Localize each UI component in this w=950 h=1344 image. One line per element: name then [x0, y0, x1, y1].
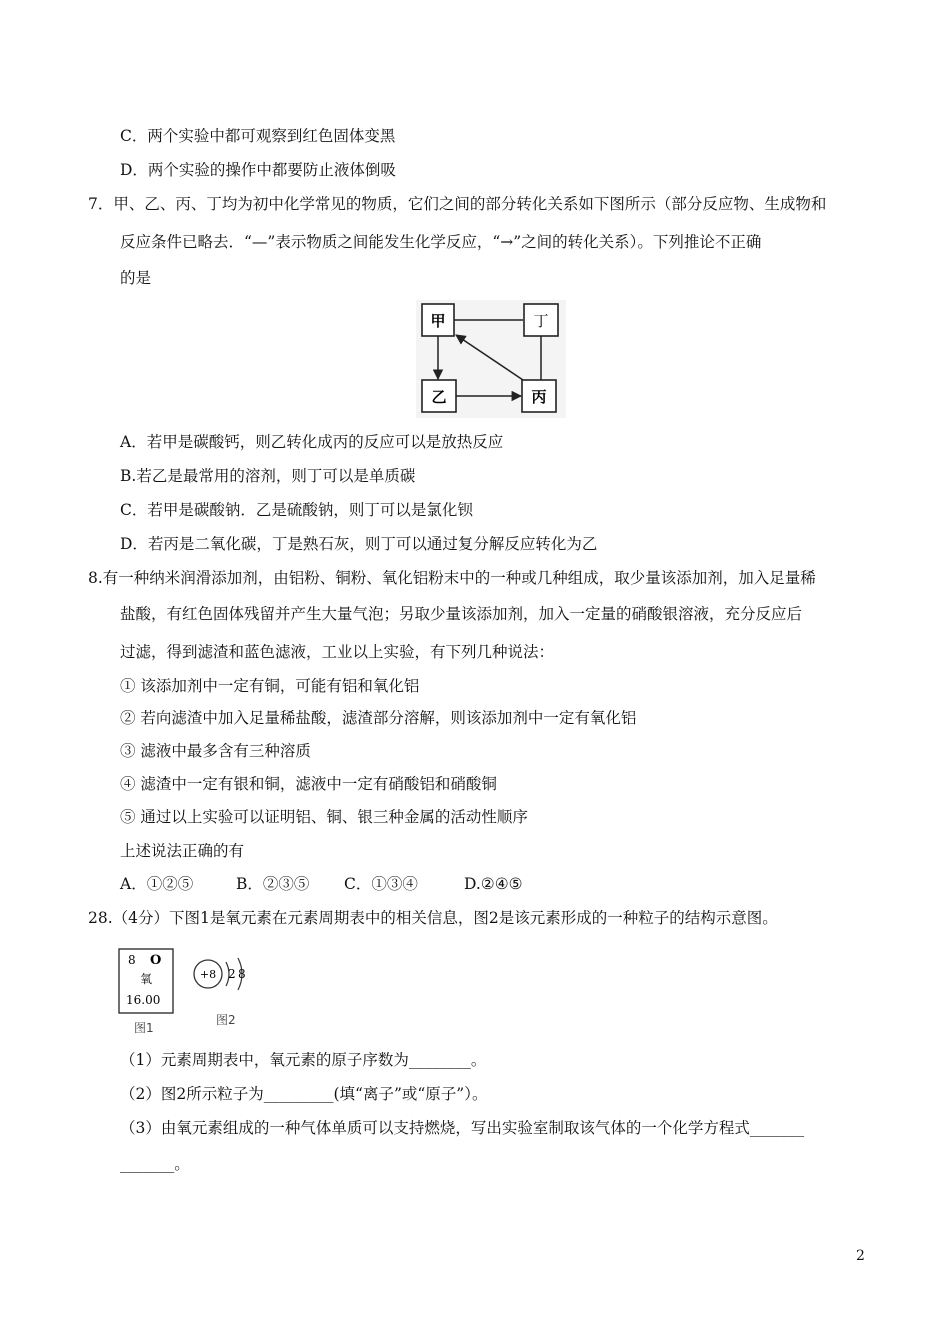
page-number: 2 — [856, 1248, 865, 1264]
q7-stem-line2: 反应条件已略去．“—”表示物质之间能发生化学反应，“→”之间的转化关系）。下列推论不正确 — [120, 233, 762, 251]
node-jia: 甲 — [430, 312, 446, 330]
shell-2-electrons: 8 — [238, 967, 246, 981]
node-yi: 乙 — [431, 388, 447, 406]
atomic-mass: 16.00 — [126, 993, 161, 1007]
q8-statement-3: ③ 滤液中最多含有三种溶质 — [120, 742, 311, 760]
figure-1-caption: 图1 — [134, 1021, 154, 1035]
q6-option-c: C．两个实验中都可观察到红色固体变黑 — [120, 127, 396, 145]
q28-part-3-continued: _______。 — [120, 1155, 190, 1173]
q8-statement-4: ④ 滤渣中一定有银和铜，滤液中一定有硝酸铝和硝酸铜 — [120, 775, 497, 793]
q28-stem: 28.（4分）下图1是氧元素在元素周期表中的相关信息，图2是该元素形成的一种粒子的结构示意图。 — [88, 909, 778, 927]
q8-statement-5: ⑤ 通过以上实验可以证明铝、铜、银三种金属的活动性顺序 — [120, 808, 528, 826]
node-ding: 丁 — [533, 312, 549, 330]
q8-statement-1: ① 该添加剂中一定有铜，可能有铝和氧化铝 — [120, 677, 420, 695]
q28-part-1: （1）元素周期表中，氧元素的原子序数为________。 — [120, 1051, 487, 1069]
q8-option-b: B．②③⑤ — [236, 875, 310, 893]
q28-part-3: （3）由氧元素组成的一种气体单质可以支持燃烧，写出实验室制取该气体的一个化学方程式_______ — [120, 1119, 805, 1137]
nucleus-charge: +8 — [199, 968, 217, 981]
element-symbol: O — [150, 953, 162, 968]
q7-stem-line3: 的是 — [120, 269, 152, 287]
q8-question: 上述说法正确的有 — [120, 842, 245, 860]
q7-option-d: D．若丙是二氧化碳，丁是熟石灰，则丁可以通过复分解反应转化为乙 — [120, 535, 598, 553]
q28-part-2: （2）图2所示粒子为_________(填“离子”或“原子”）。 — [120, 1085, 488, 1103]
q8-option-a: A．①②⑤ — [120, 875, 194, 893]
q6-option-d: D．两个实验的操作中都要防止液体倒吸 — [120, 161, 396, 179]
q7-relation-diagram — [416, 300, 566, 418]
figure-2-caption: 图2 — [216, 1013, 236, 1027]
figure-1-periodic-cell — [118, 948, 178, 1040]
q7-option-b: B.若乙是最常用的溶剂，则丁可以是单质碳 — [120, 467, 416, 485]
q7-option-c: C．若甲是碳酸钠．乙是硫酸钠，则丁可以是氯化钡 — [120, 501, 473, 519]
q8-option-d: D.②④⑤ — [464, 875, 523, 893]
element-name: 氧 — [140, 972, 153, 986]
shell-1-electrons: 2 — [228, 967, 236, 981]
q8-stem-line2: 盐酸，有红色固体残留并产生大量气泡；另取少量该添加剂，加入一定量的硝酸银溶液，充分反应后 — [120, 605, 803, 623]
atomic-number: 8 — [128, 953, 136, 967]
q7-stem-line1: 7．甲、乙、丙、丁均为初中化学常见的物质，它们之间的部分转化关系如下图所示（部分反应物、生成物和 — [88, 195, 827, 213]
q8-stem-line1: 8.有一种纳米润滑添加剂，由铝粉、铜粉、氧化铝粉末中的一种或几种组成，取少量该添加剂，加入足量稀 — [88, 569, 816, 587]
node-bing: 丙 — [531, 388, 547, 406]
figure-2-particle-structure — [190, 952, 260, 1032]
q7-option-a: A．若甲是碳酸钙，则乙转化成丙的反应可以是放热反应 — [120, 433, 504, 451]
q8-stem-line3: 过滤，得到滤渣和蓝色滤液，工业以上实验，有下列几种说法： — [120, 643, 555, 661]
q8-option-c: C．①③④ — [344, 875, 418, 893]
q8-statement-2: ② 若向滤渣中加入足量稀盐酸，滤渣部分溶解，则该添加剂中一定有氧化铝 — [120, 709, 637, 727]
